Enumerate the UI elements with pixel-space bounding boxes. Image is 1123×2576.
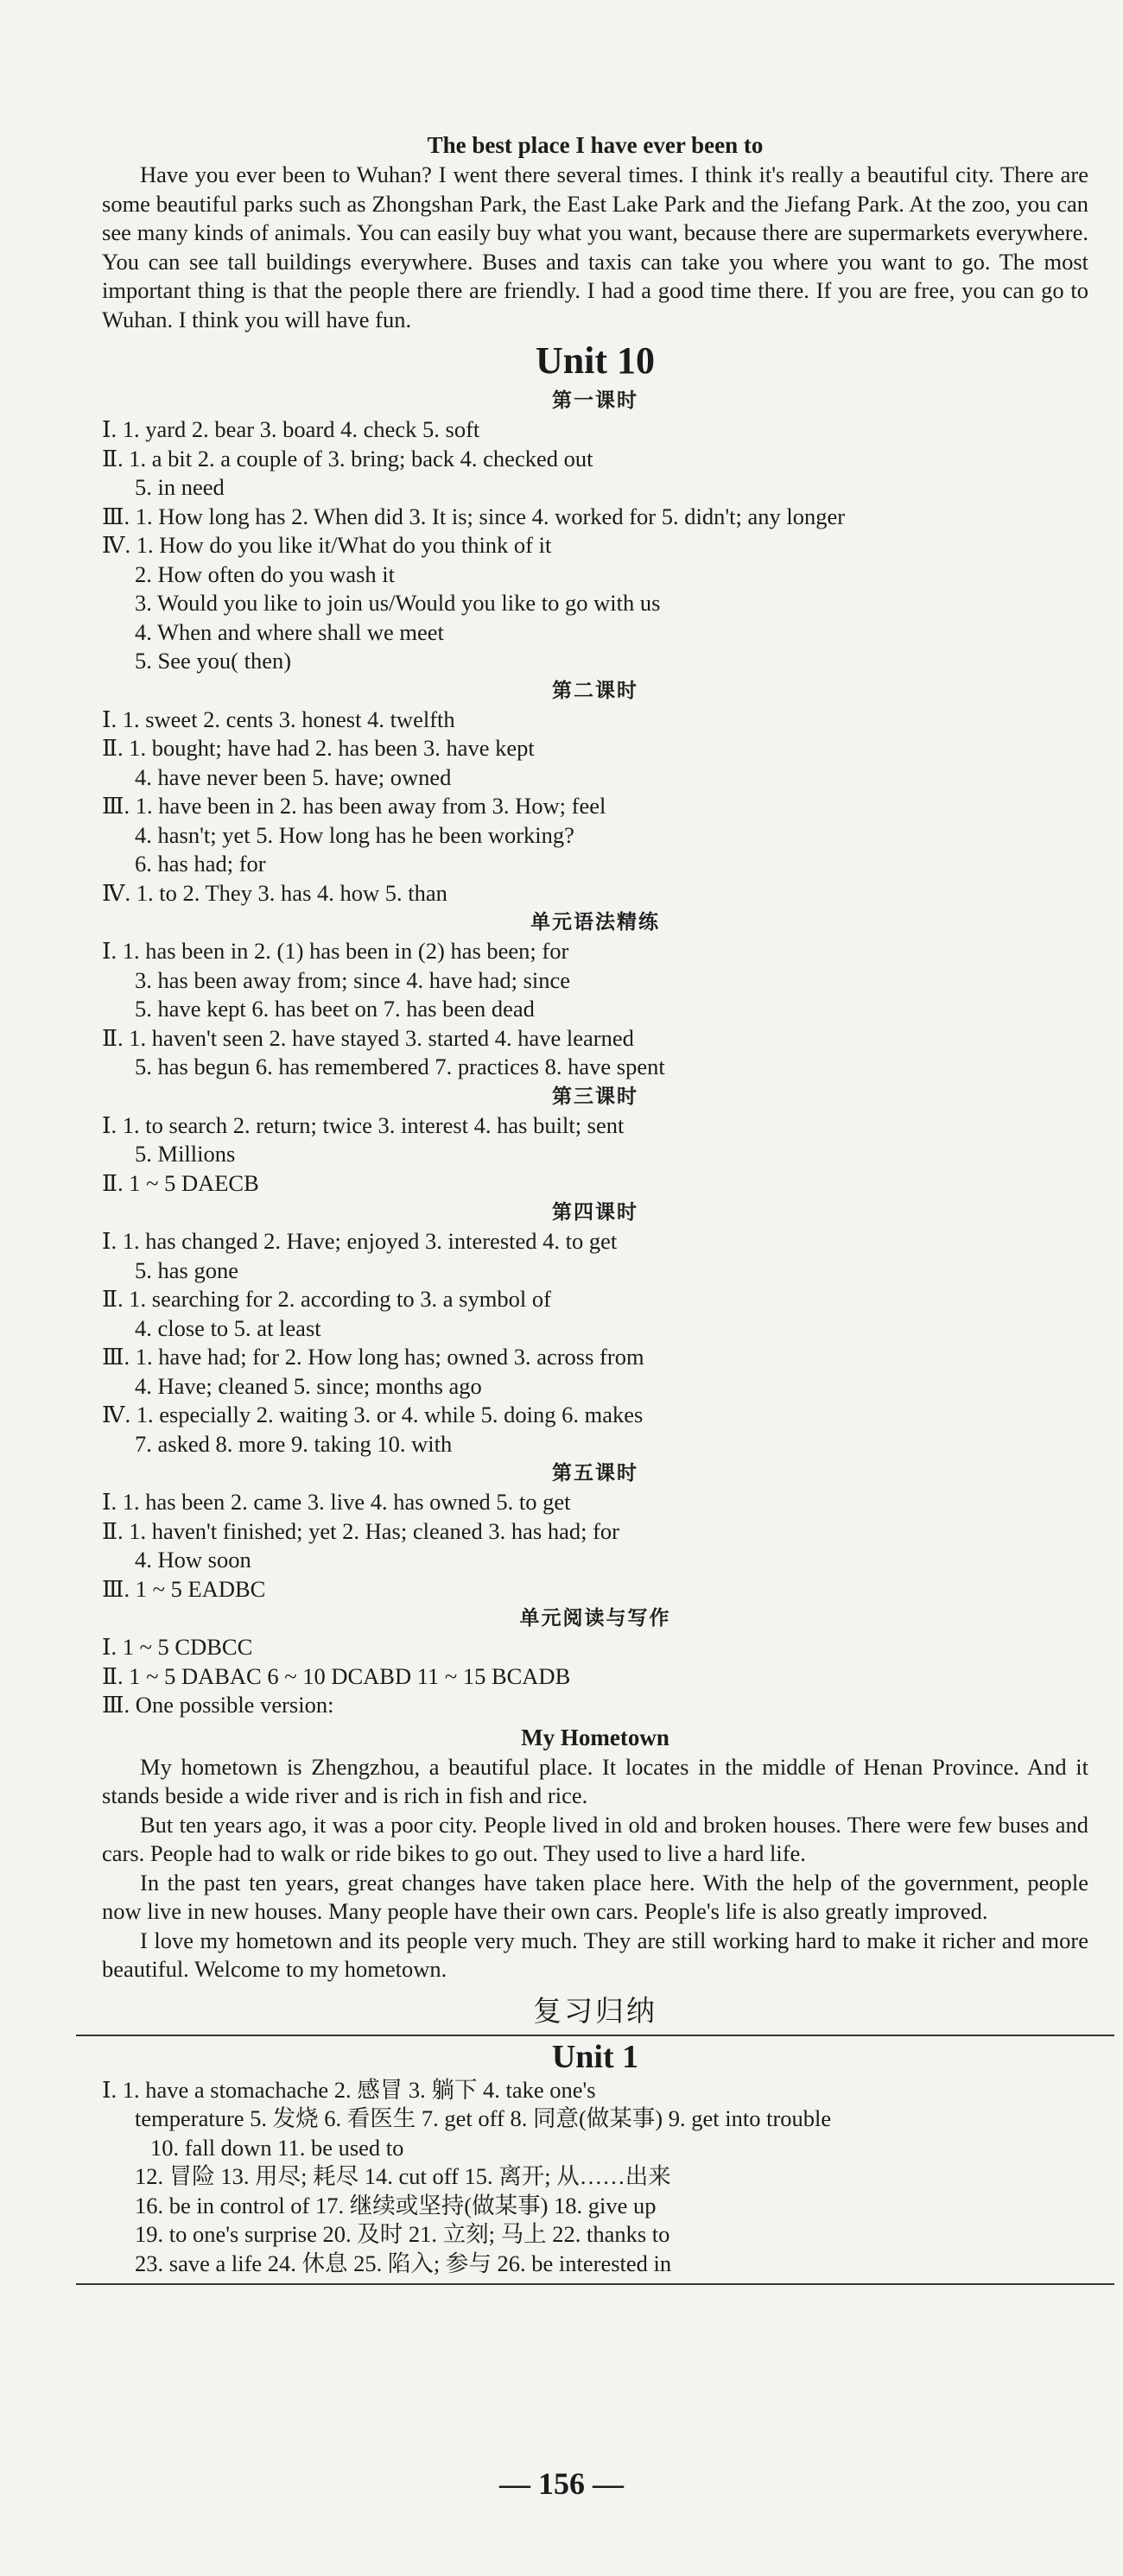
answer-line: 5. has gone bbox=[135, 1256, 238, 1283]
lesson-list bbox=[102, 386, 1088, 1720]
answer-line: 3. Would you like to join us/Would you like to go with us bbox=[135, 590, 661, 616]
answer-line: Ⅰ. 1. yard 2. bear 3. board 4. check 5. soft bbox=[102, 416, 480, 442]
answer-line: Ⅱ. 1. haven't seen 2. have stayed 3. started 4. have learned bbox=[102, 1024, 634, 1051]
hometown-paragraph: In the past ten years, great changes have taken place here. With the help of the government, people now live in new houses. Many people have their own cars. People's life is also greatly improved. bbox=[102, 1869, 1088, 1924]
divider bbox=[76, 2283, 1114, 2285]
hometown-title: My Hometown bbox=[521, 1724, 669, 1750]
answer-line: Ⅰ. 1. has changed 2. Have; enjoyed 3. interested 4. to get bbox=[102, 1228, 618, 1254]
answer-line: Ⅰ. 1 ~ 5 CDBCC bbox=[102, 1634, 253, 1660]
lesson-title: 第二课时 bbox=[552, 679, 638, 702]
answer-line: 4. Have; cleaned 5. since; months ago bbox=[135, 1372, 482, 1399]
divider bbox=[76, 2035, 1114, 2036]
answer-line: 6. has had; for bbox=[135, 851, 266, 877]
answer-line: Ⅲ. One possible version: bbox=[102, 1692, 334, 1718]
hometown-paragraph: My hometown is Zhengzhou, a beautiful place. It locates in the middle of Henan Province. And it stands beside a wide river and is rich in fish and rice. bbox=[102, 1753, 1088, 1808]
page-number: — 156 — bbox=[499, 2466, 624, 2501]
lesson-title: 第四课时 bbox=[552, 1201, 638, 1224]
hometown-paragraph: But ten years ago, it was a poor city. People lived in old and broken houses. There were few buses and cars. People had to walk or ride bikes to go out. They used to live a hard life. bbox=[102, 1811, 1088, 1866]
answer-line: Ⅰ. 1. has been 2. came 3. live 4. has owned 5. to get bbox=[102, 1489, 571, 1515]
answer-line: Ⅱ. 1. bought; have had 2. has been 3. have kept bbox=[102, 735, 535, 761]
answer-line: 5. have kept 6. has beet on 7. has been dead bbox=[135, 996, 535, 1022]
review-line: 12. 冒险 13. 用尽; 耗尽 14. cut off 15. 离开; 从……出来 bbox=[135, 2163, 671, 2189]
review-line: 19. to one's surprise 20. 及时 21. 立刻; 马上 22. thanks to bbox=[135, 2221, 670, 2247]
answer-line: Ⅱ. 1. a bit 2. a couple of 3. bring; back 4. checked out bbox=[102, 445, 593, 472]
review-unit-heading: Unit 1 bbox=[551, 2038, 639, 2075]
review-line: 16. be in control of 17. 继续或坚持(做某事) 18. give up bbox=[135, 2192, 657, 2218]
answer-line: 5. has begun 6. has remembered 7. practices 8. have spent bbox=[135, 1054, 665, 1079]
answer-line: Ⅰ. 1. sweet 2. cents 3. honest 4. twelfth bbox=[102, 706, 455, 732]
answer-line: Ⅳ. 1. How do you like it/What do you think of it bbox=[102, 532, 552, 558]
review-line: 23. save a life 24. 休息 25. 陷入; 参与 26. be interested in bbox=[135, 2250, 672, 2276]
answer-line: Ⅳ. 1. to 2. They 3. has 4. how 5. than bbox=[102, 879, 447, 906]
lesson-title: 第一课时 bbox=[552, 389, 638, 412]
answer-line: Ⅰ. 1. to search 2. return; twice 3. interest 4. has built; sent bbox=[102, 1111, 625, 1138]
answer-line: 4. hasn't; yet 5. How long has he been working? bbox=[135, 821, 574, 848]
review-line: 10. fall down 11. be used to bbox=[150, 2134, 404, 2161]
answer-line: 4. How soon bbox=[135, 1547, 251, 1573]
answer-line: 5. in need bbox=[135, 474, 225, 500]
unit-heading: Unit 10 bbox=[535, 339, 656, 382]
answer-line: 4. close to 5. at least bbox=[135, 1314, 321, 1341]
answer-line: 4. When and where shall we meet bbox=[135, 618, 444, 645]
answer-line: 3. has been away from; since 4. have had; since bbox=[135, 966, 571, 993]
lesson-title: 单元阅读与写作 bbox=[519, 1607, 671, 1630]
answer-line: 5. Millions bbox=[135, 1141, 236, 1167]
lesson-title: 第五课时 bbox=[552, 1462, 638, 1484]
review-line: temperature 5. 发烧 6. 看医生 7. get off 8. 同意(做某事) 9. get into trouble bbox=[135, 2105, 832, 2131]
answer-line: 7. asked 8. more 9. taking 10. with bbox=[135, 1430, 453, 1457]
answer-line: Ⅱ. 1. searching for 2. according to 3. a symbol of bbox=[102, 1286, 551, 1312]
hometown-paragraph: I love my hometown and its people very much. They are still working hard to make it richer and more beautiful. Welcome to my hometown. bbox=[102, 1927, 1088, 1982]
answer-line: 4. have never been 5. have; owned bbox=[135, 763, 452, 790]
hometown-essay bbox=[102, 1753, 1088, 1984]
answer-line: Ⅲ. 1. have been in 2. has been away from 3. How; feel bbox=[102, 793, 606, 819]
answer-line: Ⅰ. 1. has been in 2. (1) has been in (2) has been; for bbox=[102, 938, 569, 964]
essay-paragraph: Have you ever been to Wuhan? I went there several times. I think it's really a beautiful city. There are some beautiful parks such as Zhongshan Park, the East Lake Park and the Jiefang Park. At the zoo, you can see many kinds of animals. You can easily buy what you want, because there are supermarkets everywhere. You can see tall buildings everywhere. Buses and taxis can take you where you want to go. The most important thing is that the people there are friendly. I had a good time there. If you are free, you can go to Wuhan. I think you will have fun. bbox=[102, 161, 1088, 332]
review-answers bbox=[102, 2076, 1088, 2279]
answer-line: Ⅱ. 1 ~ 5 DAECB bbox=[102, 1169, 259, 1196]
answer-line: Ⅲ. 1. have had; for 2. How long has; owned 3. across from bbox=[102, 1344, 644, 1370]
answer-line: Ⅲ. 1. How long has 2. When did 3. It is; since 4. worked for 5. didn't; any longer bbox=[102, 503, 846, 529]
answer-line: 5. See you( then) bbox=[135, 648, 292, 674]
essay-title: The best place I have ever been to bbox=[427, 132, 764, 158]
answer-line: Ⅱ. 1. haven't finished; yet 2. Has; cleaned 3. has had; for bbox=[102, 1517, 619, 1544]
answer-line: Ⅱ. 1 ~ 5 DABAC 6 ~ 10 DCABD 11 ~ 15 BCADB bbox=[102, 1662, 571, 1689]
answer-page bbox=[102, 130, 1088, 2285]
answer-line: 2. How often do you wash it bbox=[135, 560, 396, 587]
answer-line: Ⅲ. 1 ~ 5 EADBC bbox=[102, 1575, 266, 1602]
answer-line: Ⅳ. 1. especially 2. waiting 3. or 4. while 5. doing 6. makes bbox=[102, 1402, 644, 1427]
lesson-title: 单元语法精练 bbox=[530, 911, 660, 934]
review-line: Ⅰ. 1. have a stomachache 2. 感冒 3. 躺下 4. take one's bbox=[102, 2076, 596, 2103]
review-heading: 复习归纳 bbox=[533, 1993, 657, 2028]
lesson-title: 第三课时 bbox=[552, 1085, 638, 1108]
